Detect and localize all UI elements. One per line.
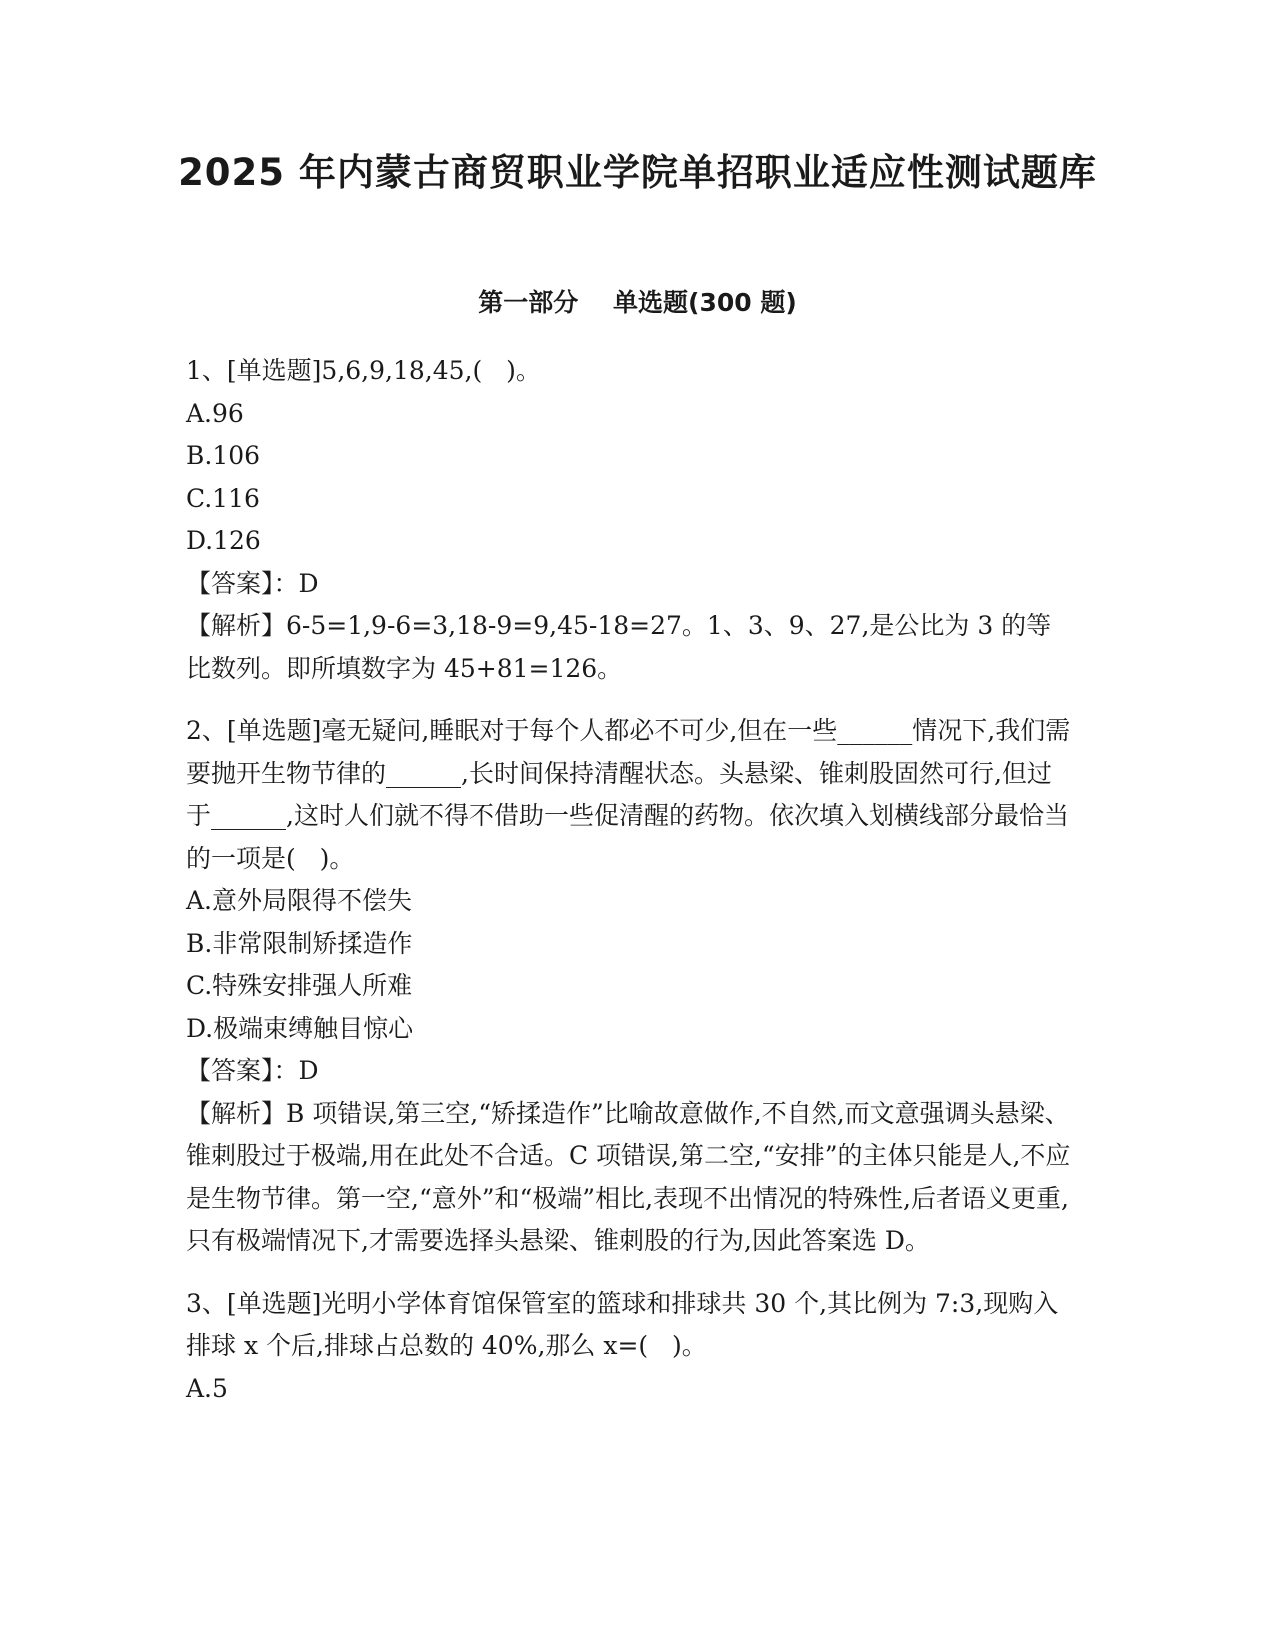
question-item [186, 1283, 1076, 1411]
option-a: A.96 [186, 398, 244, 428]
analysis-text: 【解析】B 项错误,第三空,“矫揉造作”比喻故意做作,不自然,而文意强调头悬梁、锥刺股过于极端,用在此处不合适。C 项错误,第二空,“安排”的主体只能是人,不应是生物节律。第一空,“意外”和“极端”相比,表现不出情况的特殊性,后者语义更重,只有极端情况下,才需要选择头悬梁、锥刺股的行为,因此答案选 D。 [186, 1098, 1071, 1255]
option-b: B.106 [186, 441, 261, 470]
question-stem: 2、[单选题]毫无疑问,睡眠对于每个人都必不可少,但在一些______情况下,我们需要抛开生物节律的______,长时间保持清醒状态。头悬梁、锥刺股固然可行,但过于______,这时人们就不得不借助一些促清醒的药物。依次填入划横线部分最恰当的一项是( )。 [186, 716, 1071, 873]
answer-text: 【答案】：D [186, 568, 319, 598]
question-list [186, 350, 1076, 1430]
option-a: A.意外局限得不偿失 [186, 886, 413, 915]
section-heading: 第一部分 单选题(300 题) [478, 288, 797, 317]
option-b: B.非常限制矫揉造作 [186, 928, 413, 958]
analysis-text: 【解析】6-5=1,9-6=3,18-9=9,45-18=27。1、3、9、27,是公比为 3 的等比数列。即所填数字为 45+81=126。 [186, 611, 1052, 683]
question-stem: 3、[单选题]光明小学体育馆保管室的篮球和排球共 30 个,其比例为 7:3,现购入排球 x 个后,排球占总数的 40%,那么 x=( )。 [186, 1288, 1059, 1360]
question-stem: 1、[单选题]5,6,9,18,45,( )。 [186, 356, 541, 385]
document-title: 2025 年内蒙古商贸职业学院单招职业适应性测试题库 [178, 151, 1097, 194]
option-d: D.126 [186, 526, 261, 555]
option-d: D.极端束缚触目惊心 [186, 1013, 414, 1043]
option-a: A.5 [186, 1373, 228, 1403]
option-c: C.特殊安排强人所难 [186, 971, 413, 1000]
answer-text: 【答案】：D [186, 1056, 319, 1085]
question-item [186, 710, 1076, 1263]
option-c: C.116 [186, 483, 260, 513]
question-item [186, 350, 1076, 690]
